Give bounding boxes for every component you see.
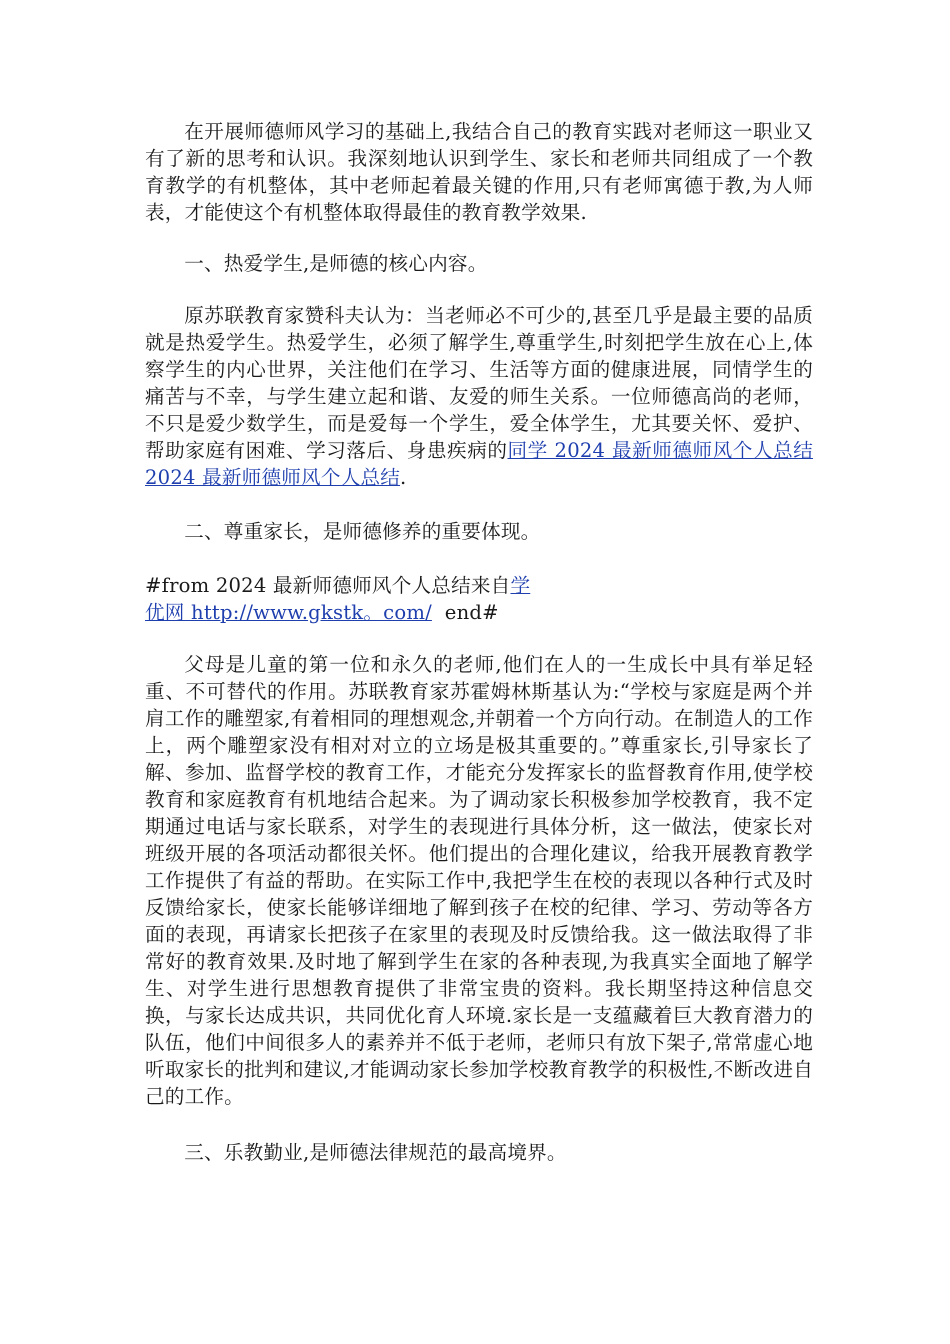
document-page (145, 118, 813, 1166)
source-prefix: #from 2024 最新师德师风个人总结来自 (145, 574, 511, 597)
section-heading-1: 一、热爱学生,是师德的核心内容。 (184, 252, 488, 275)
source-line (145, 572, 545, 626)
source-link[interactable]: 学优网 http://www.gkstk。com/ (145, 574, 531, 624)
section-heading-3: 三、乐教勤业,是师德法律规范的最高境界。 (184, 1141, 567, 1164)
paragraph-end: . (400, 466, 407, 489)
paragraph-respect-parents: 父母是儿童的第一位和永久的老师,他们在人的一生成长中具有举足轻重、不可替代的作用。苏联教育家苏霍姆林斯基认为:“学校与家庭是两个并肩工作的雕塑家,有着相同的理想观念,并朝着一个方向行动。在制造人的工作上，两个雕塑家没有相对对立的立场是极其重要的。”尊重家长,引导家长了解、参加、监督学校的教育工作，才能充分发挥家长的监督教育作用,使学校教育和家庭教育有机地结合起来。为了调动家长积极参加学校教育，我不定期通过电话与家长联系，对学生的表现进行具体分析，这一做法，使家长对班级开展的各项活动都很关怀。他们提出的合理化建议，给我开展教育教学工作提供了有益的帮助。在实际工作中,我把学生在校的表现以各种行式及时反馈给家长，使家长能够详细地了解到孩子在校的纪律、学习、劳动等各方面的表现，再请家长把孩子在家里的表现及时反馈给我。这一做法取得了非常好的教育效果.及时地了解到学生在家的各种表现,为我真实全面地了解学生、对学生进行思想教育提供了非常宝贵的资料。我长期坚持这种信息交换，与家长达成共识，共同优化育人环境.家长是一支蕴藏着巨大教育潜力的队伍，他们中间很多人的素养并不低于老师，老师只有放下架子,常常虚心地听取家长的批判和建议,才能调动家长参加学校教育教学的积极性,不断改进自己的工作。 (145, 653, 813, 1108)
paragraph-text: 原苏联教育家赞科夫认为：当老师必不可少的,甚至几乎是最主要的品质就是热爱学生。热爱学生，必须了解学生,尊重学生,时刻把学生放在心上,体察学生的内心世界，关注他们在学习、生活等方面的健康进展，同情学生的痛苦与不幸，与学生建立起和谐、友爱的师生关系。一位师德高尚的老师，不只是爱少数学生，而是爱每一个学生，爱全体学生，尤其要关怀、爱护、帮助家庭有困难、学习落后、身患疾病的 (145, 304, 813, 462)
source-suffix: end# (431, 601, 499, 624)
article-link[interactable]: 同学 2024 最新师德师风个人总结 2024 最新师德师风个人总结 (145, 439, 813, 489)
paragraph-love-students (145, 302, 813, 491)
section-heading-2: 二、尊重家长，是师德修养的重要体现。 (184, 520, 541, 543)
intro-paragraph: 在开展师德师风学习的基础上,我结合自己的教育实践对老师这一职业又有了新的思考和认识。我深刻地认识到学生、家长和老师共同组成了一个教育教学的有机整体，其中老师起着最关键的作用,只有老师寓德于教,为人师表，才能使这个有机整体取得最佳的教育教学效果. (145, 120, 813, 224)
